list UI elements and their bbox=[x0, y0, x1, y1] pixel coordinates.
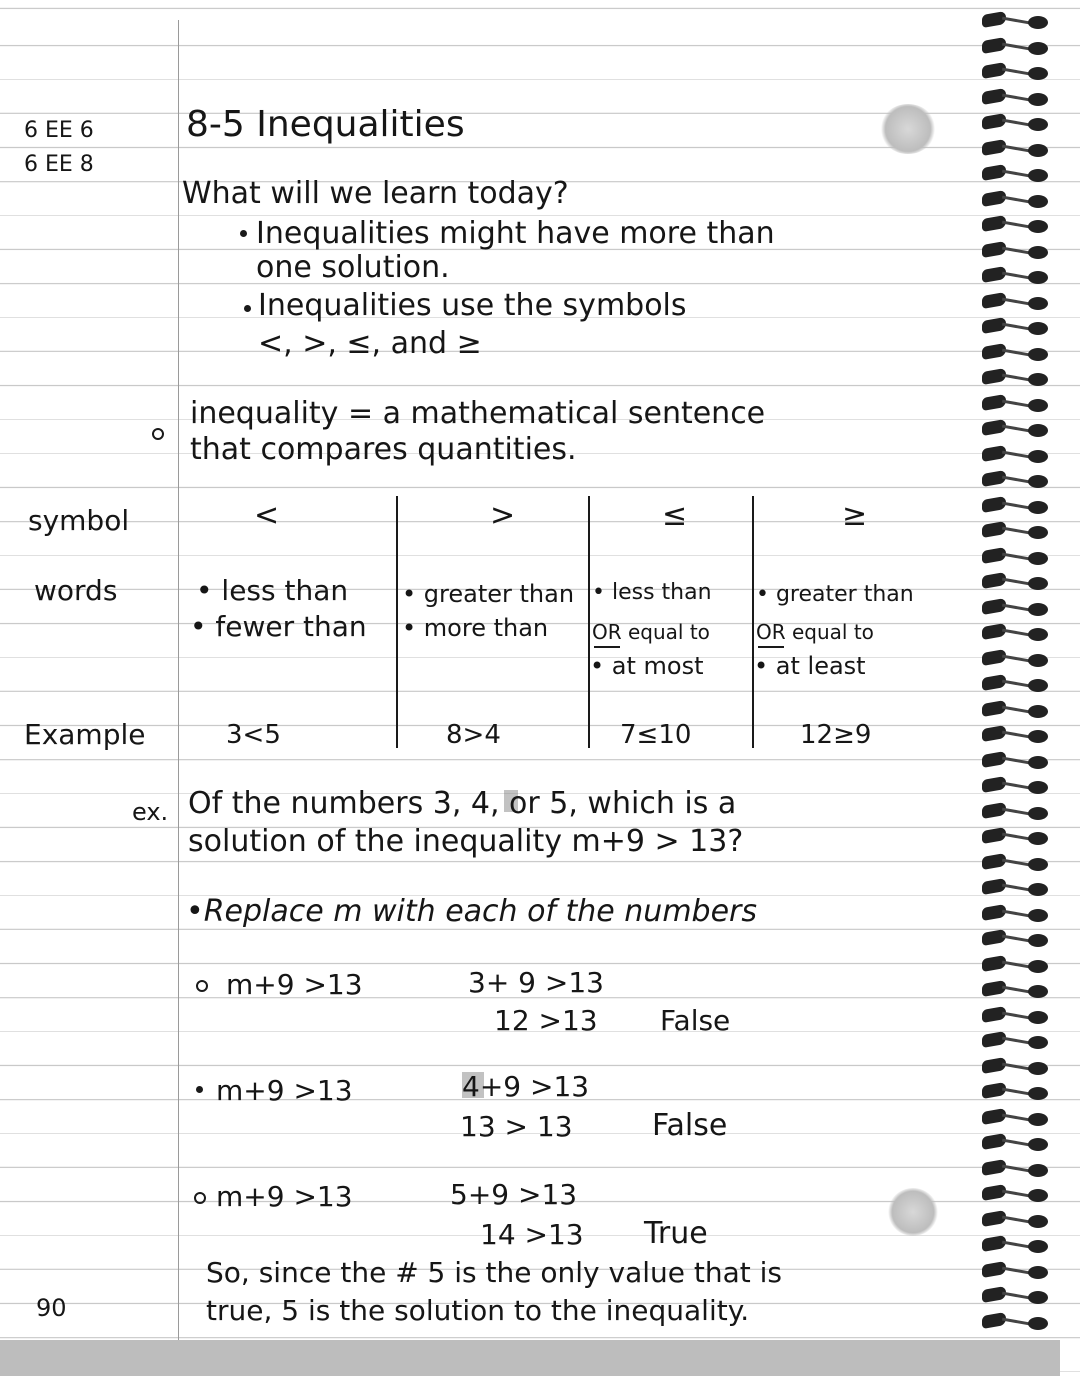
spiral-coil bbox=[978, 1132, 1056, 1152]
spiral-coil bbox=[978, 444, 1056, 464]
spiral-coil bbox=[978, 1005, 1056, 1025]
words-cell: • at least bbox=[754, 652, 866, 680]
page-number: 90 bbox=[36, 1294, 67, 1322]
spiral-coil bbox=[978, 546, 1056, 566]
spiral-coil bbox=[978, 699, 1056, 719]
spiral-coil bbox=[978, 1183, 1056, 1203]
spiral-coil bbox=[978, 163, 1056, 183]
spiral-coil bbox=[978, 597, 1056, 617]
scan-edge-band bbox=[0, 1340, 1060, 1376]
spiral-coil bbox=[978, 673, 1056, 693]
bullet-dot bbox=[194, 1192, 206, 1204]
spiral-coil bbox=[978, 36, 1056, 56]
spiral-coil bbox=[978, 520, 1056, 540]
spiral-coil bbox=[978, 342, 1056, 362]
spiral-coil bbox=[978, 775, 1056, 795]
trial-result: True bbox=[644, 1216, 708, 1251]
paper-smudge bbox=[888, 1188, 938, 1236]
trial-result: False bbox=[660, 1004, 731, 1037]
trial-substitution: 4+9 >13 bbox=[462, 1070, 590, 1103]
example-cell: 8>4 bbox=[446, 720, 501, 750]
definition-line: inequality = a mathematical sentence bbox=[190, 396, 766, 431]
instruction-line: •Replace m with each of the numbers bbox=[186, 894, 758, 929]
row-label-symbol: symbol bbox=[28, 504, 130, 537]
spiral-coil bbox=[978, 648, 1056, 668]
words-cell: • fewer than bbox=[190, 610, 367, 643]
words-cell: • greater than bbox=[756, 582, 914, 607]
row-label-words: words bbox=[34, 574, 118, 607]
bullet-dot bbox=[196, 1086, 203, 1093]
symbol-cell: ≥ bbox=[842, 498, 868, 533]
trial-simplified: 14 >13 bbox=[480, 1218, 584, 1251]
trial-expression: m+9 >13 bbox=[216, 1074, 353, 1107]
standard-code: 6 EE 8 bbox=[24, 152, 94, 177]
spiral-coil bbox=[978, 138, 1056, 158]
spiral-coil bbox=[978, 1311, 1056, 1331]
learn-bullet-text: one solution. bbox=[256, 250, 450, 285]
example-cell: 7≤10 bbox=[620, 720, 692, 750]
page-title: 8-5 Inequalities bbox=[186, 104, 465, 145]
bullet-dot bbox=[244, 305, 251, 312]
paper-smudge bbox=[880, 104, 936, 154]
row-label-example: Example bbox=[24, 718, 146, 751]
trial-expression: m+9 >13 bbox=[226, 968, 363, 1001]
spiral-coil bbox=[978, 1158, 1056, 1178]
spiral-coil bbox=[978, 801, 1056, 821]
margin-line bbox=[178, 20, 179, 1340]
trial-substitution: 5+9 >13 bbox=[450, 1178, 578, 1211]
spiral-coil bbox=[978, 1081, 1056, 1101]
spiral-binding bbox=[978, 10, 1060, 1335]
spiral-coil bbox=[978, 622, 1056, 642]
spiral-coil bbox=[978, 571, 1056, 591]
spiral-coil bbox=[978, 852, 1056, 872]
learn-heading: What will we learn today? bbox=[182, 176, 569, 211]
learn-bullet-symbols: <, >, ≤, and ≥ bbox=[258, 326, 482, 361]
spiral-coil bbox=[978, 112, 1056, 132]
trial-substitution: 3+ 9 >13 bbox=[468, 966, 604, 999]
bullet-dot bbox=[152, 428, 164, 440]
spiral-coil bbox=[978, 240, 1056, 260]
spiral-coil bbox=[978, 1285, 1056, 1305]
underline bbox=[594, 646, 620, 648]
spiral-coil bbox=[978, 979, 1056, 999]
learn-bullet-text: Inequalities use the symbols bbox=[258, 288, 687, 323]
words-cell: • less than bbox=[592, 580, 712, 605]
spiral-coil bbox=[978, 495, 1056, 515]
bullet-dot bbox=[196, 980, 208, 992]
spiral-coil bbox=[978, 316, 1056, 336]
spiral-coil bbox=[978, 877, 1056, 897]
spiral-coil bbox=[978, 1209, 1056, 1229]
spiral-coil bbox=[978, 10, 1056, 30]
underline bbox=[758, 646, 784, 648]
spiral-coil bbox=[978, 1030, 1056, 1050]
words-cell: OR equal to bbox=[592, 620, 710, 644]
question-line: Of the numbers 3, 4, or 5, which is a bbox=[188, 786, 737, 821]
conclusion-line: So, since the # 5 is the only value that is bbox=[206, 1256, 783, 1289]
spiral-coil bbox=[978, 724, 1056, 744]
spiral-coil bbox=[978, 418, 1056, 438]
spiral-coil bbox=[978, 750, 1056, 770]
spiral-coil bbox=[978, 954, 1056, 974]
table-divider bbox=[752, 496, 754, 748]
example-label: ex. bbox=[132, 798, 169, 826]
bullet-dot bbox=[240, 230, 247, 237]
spiral-coil bbox=[978, 61, 1056, 81]
spiral-coil bbox=[978, 367, 1056, 387]
spiral-coil bbox=[978, 1107, 1056, 1127]
definition-line: that compares quantities. bbox=[190, 432, 577, 467]
learn-bullet-text: Inequalities might have more than bbox=[256, 216, 775, 251]
symbol-cell: < bbox=[254, 498, 280, 533]
example-cell: 3<5 bbox=[226, 720, 281, 750]
spiral-coil bbox=[978, 265, 1056, 285]
spiral-coil bbox=[978, 826, 1056, 846]
spiral-coil bbox=[978, 393, 1056, 413]
spiral-coil bbox=[978, 469, 1056, 489]
spiral-coil bbox=[978, 214, 1056, 234]
spiral-coil bbox=[978, 87, 1056, 107]
words-cell: • at most bbox=[590, 652, 704, 680]
spiral-coil bbox=[978, 1260, 1056, 1280]
words-cell: OR equal to bbox=[756, 620, 874, 644]
words-cell: • greater than bbox=[402, 580, 575, 608]
conclusion-line: true, 5 is the solution to the inequality. bbox=[206, 1294, 750, 1327]
trial-expression: m+9 >13 bbox=[216, 1180, 353, 1213]
trial-simplified: 12 >13 bbox=[494, 1004, 598, 1037]
spiral-coil bbox=[978, 1234, 1056, 1254]
spiral-coil bbox=[978, 928, 1056, 948]
spiral-coil bbox=[978, 291, 1056, 311]
symbol-cell: ≤ bbox=[662, 498, 688, 533]
trial-result: False bbox=[652, 1108, 728, 1143]
symbol-cell: > bbox=[490, 498, 516, 533]
table-divider bbox=[396, 496, 398, 748]
example-cell: 12≥9 bbox=[800, 720, 872, 750]
standard-code: 6 EE 6 bbox=[24, 118, 94, 143]
words-cell: • more than bbox=[402, 614, 549, 642]
table-divider bbox=[588, 496, 590, 748]
spiral-coil bbox=[978, 903, 1056, 923]
spiral-coil bbox=[978, 189, 1056, 209]
words-cell: • less than bbox=[196, 574, 349, 607]
spiral-coil bbox=[978, 1056, 1056, 1076]
question-line: solution of the inequality m+9 > 13? bbox=[188, 824, 744, 859]
trial-simplified: 13 > 13 bbox=[460, 1110, 573, 1143]
